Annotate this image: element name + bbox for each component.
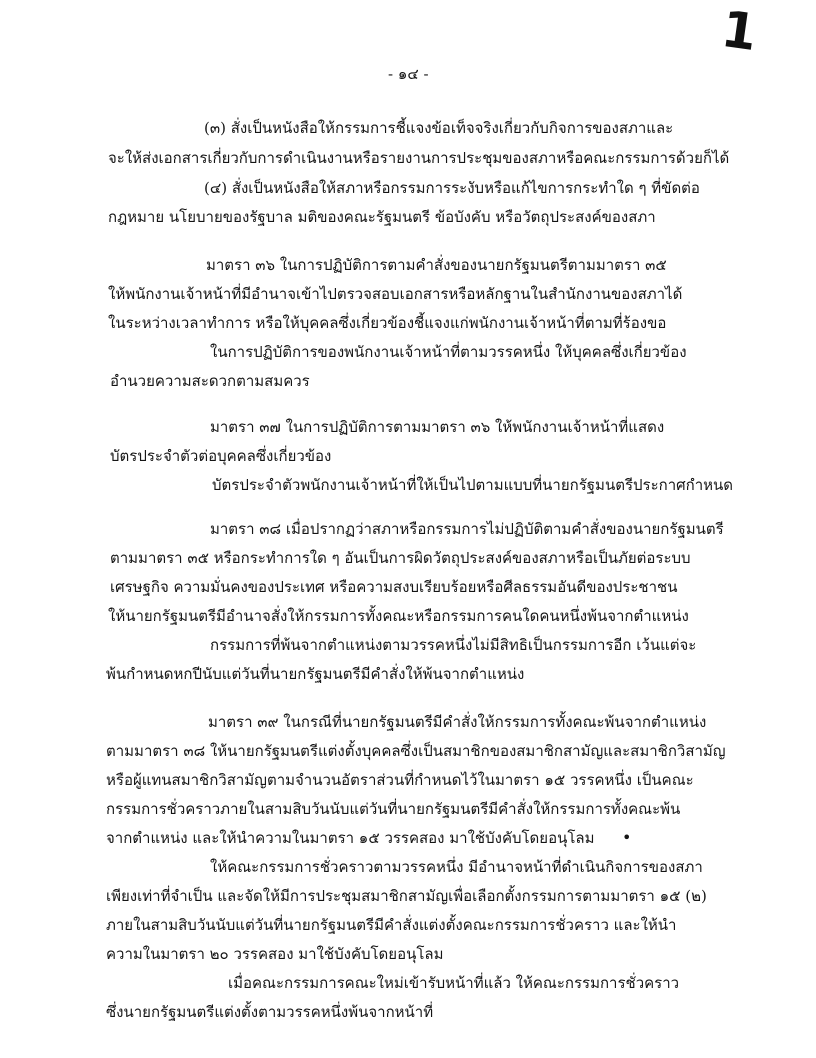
text-line: มาตรา ๓๗ ในการปฏิบัติการตามมาตรา ๓๖ ให้พนักงานเจ้าหน้าที่แสดง	[210, 418, 665, 436]
text-line: ให้พนักงานเจ้าหน้าที่มีอำนาจเข้าไปตรวจสอบเอกสารหรือหลักฐานในสำนักงานของสภาได้	[108, 285, 683, 303]
text-line: จากตำแหน่ง และให้นำความในมาตรา ๑๕ วรรคสอง มาใช้บังคับโดยอนุโลม	[106, 829, 595, 847]
text-line: จะให้ส่งเอกสารเกี่ยวกับการดำเนินงานหรือรายงานการประชุมของสภาหรือคณะกรรมการด้วยก็ได้	[108, 149, 730, 167]
text-line: มาตรา ๓๘ เมื่อปรากฏว่าสภาหรือกรรมการไม่ปฏิบัติตามคำสั่งของนายกรัฐมนตรี	[210, 520, 724, 538]
text-line: กรรมการที่พ้นจากตำแหน่งตามวรรคหนึ่งไม่มีสิทธิเป็นกรรมการอีก เว้นแต่จะ	[210, 636, 697, 654]
text-line: เมื่อคณะกรรมการคณะใหม่เข้ารับหน้าที่แล้ว ให้คณะกรรมการชั่วคราว	[228, 974, 680, 992]
text-line: เพียงเท่าที่จำเป็น และจัดให้มีการประชุมสมาชิกสามัญเพื่อเลือกตั้งกรรมการตามมาตรา ๑๕ (๒)	[106, 887, 707, 905]
text-line: ให้คณะกรรมการชั่วคราวตามวรรคหนึ่ง มีอำนาจหน้าที่ดำเนินกิจการของสภา	[210, 858, 703, 876]
text-line: เศรษฐกิจ ความมั่นคงของประเทศ หรือความสงบเรียบร้อยหรือศีลธรรมอันดีของประชาชน	[110, 578, 678, 596]
text-line: กฎหมาย นโยบายของรัฐบาล มติของคณะรัฐมนตรี ข้อบังคับ หรือวัตถุประสงค์ของสภา	[108, 208, 656, 226]
text-line: ในระหว่างเวลาทำการ หรือให้บุคคลซึ่งเกี่ยวข้องชี้แจงแก่พนักงานเจ้าหน้าที่ตามที่ร้องขอ	[108, 314, 667, 332]
text-line: มาตรา ๓๙ ในกรณีที่นายกรัฐมนตรีมีคำสั่งให้กรรมการทั้งคณะพ้นจากตำแหน่ง	[208, 713, 707, 731]
text-line: ซึ่งนายกรัฐมนตรีแต่งตั้งตามวรรคหนึ่งพ้นจากหน้าที่	[106, 1003, 434, 1021]
text-line: (๔) สั่งเป็นหนังสือให้สภาหรือกรรมการระงับหรือแก้ไขการกระทำใด ๆ ที่ขัดต่อ	[204, 179, 700, 197]
text-line: ภายในสามสิบวันนับแต่วันที่นายกรัฐมนตรีมีคำสั่งแต่งตั้งคณะกรรมการชั่วคราว และให้นำ	[106, 916, 677, 934]
text-line: ความในมาตรา ๒๐ วรรคสอง มาใช้บังคับโดยอนุโลม	[106, 945, 444, 963]
text-line: ให้นายกรัฐมนตรีมีอำนาจสั่งให้กรรมการทั้งคณะหรือกรรมการคนใดคนหนึ่งพ้นจากตำแหน่ง	[108, 607, 689, 625]
text-line: ตามมาตรา ๓๘ ให้นายกรัฐมนตรีแต่งตั้งบุคคลซึ่งเป็นสมาชิกของสมาชิกสามัญและสมาชิกวิสามัญ	[106, 742, 726, 760]
text-line: (๓) สั่งเป็นหนังสือให้กรรมการชี้แจงข้อเท็จจริงเกี่ยวกับกิจการของสภาและ	[204, 119, 674, 137]
page-number: - ๑๔ -	[388, 65, 429, 83]
text-line: พ้นกำหนดหกปีนับแต่วันที่นายกรัฐมนตรีมีคำสั่งให้พ้นจากตำแหน่ง	[106, 665, 525, 683]
text-line: ในการปฏิบัติการของพนักงานเจ้าหน้าที่ตามวรรคหนึ่ง ให้บุคคลซึ่งเกี่ยวข้อง	[210, 343, 687, 361]
handwritten-page-mark: 1	[718, 0, 761, 63]
text-line: บัตรประจำตัวพนักงานเจ้าหน้าที่ให้เป็นไปตามแบบที่นายกรัฐมนตรีประกาศกำหนด	[212, 476, 734, 494]
text-line: กรรมการชั่วคราวภายในสามสิบวันนับแต่วันที่นายกรัฐมนตรีมีคำสั่งให้กรรมการทั้งคณะพ้น	[106, 800, 681, 818]
text-line: ตามมาตรา ๓๕ หรือกระทำการใด ๆ อันเป็นการผิดวัตถุประสงค์ของสภาหรือเป็นภัยต่อระบบ	[110, 549, 691, 567]
text-line: หรือผู้แทนสมาชิกวิสามัญตามจำนวนอัตราส่วนที่กำหนดไว้ในมาตรา ๑๕ วรรคหนึ่ง เป็นคณะ	[106, 771, 694, 789]
text-line: บัตรประจำตัวต่อบุคคลซึ่งเกี่ยวข้อง	[110, 447, 332, 465]
text-line: มาตรา ๓๖ ในการปฏิบัติการตามคำสั่งของนายกรัฐมนตรีตามมาตรา ๓๕	[206, 256, 667, 274]
stray-mark: •	[622, 828, 632, 847]
text-line: อำนวยความสะดวกตามสมควร	[110, 372, 310, 390]
